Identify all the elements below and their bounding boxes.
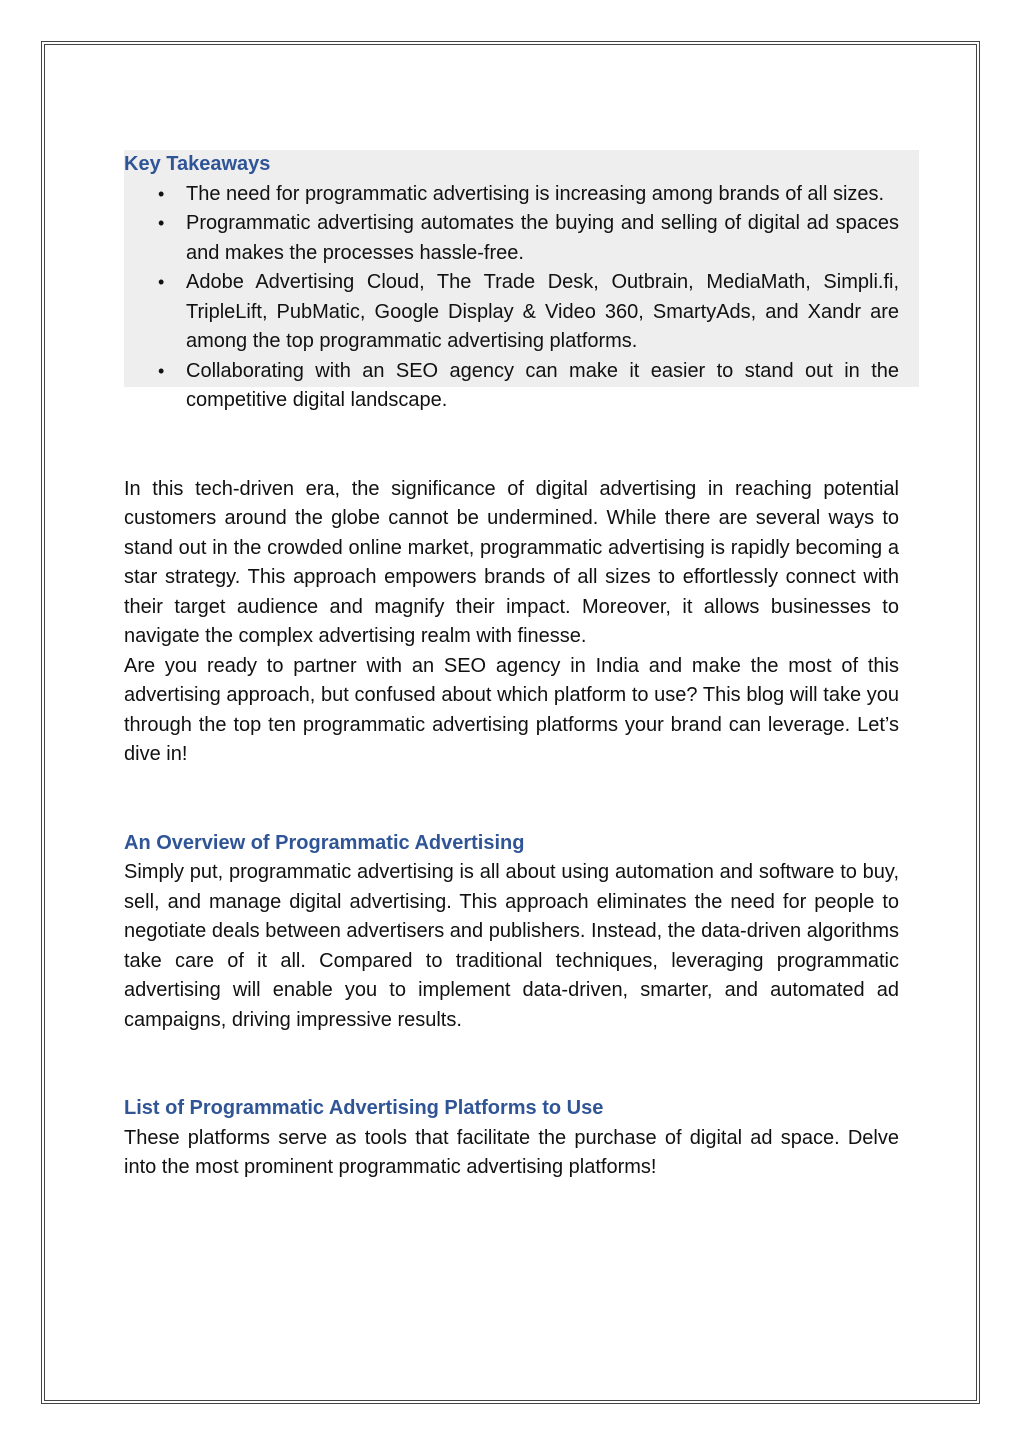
document-body <box>124 150 899 1183</box>
bullet-icon: • <box>158 213 165 233</box>
spacer <box>124 416 899 475</box>
takeaway-item <box>124 180 899 210</box>
spacer <box>124 1035 899 1094</box>
platforms-section <box>124 1094 899 1183</box>
intro-paragraph: Are you ready to partner with an SEO agency in India and make the most of this advertising approach, but confused about which platform to use? This blog will take you through the top ten programmatic advertising platforms your brand can leverage. Let’s dive in! <box>124 654 899 765</box>
intro-section <box>124 475 899 770</box>
takeaway-item <box>124 357 899 416</box>
intro-paragraph: In this tech-driven era, the significance of digital advertising in reaching potential customers around the globe cannot be undermined. While there are several ways to stand out in the crowded online market, programmatic advertising is rapidly becoming a star strategy. This approach empowers brands of all sizes to effortlessly connect with their target audience and magnify their impact. Moreover, it allows businesses to navigate the complex advertising realm with finesse. <box>124 477 899 647</box>
overview-section <box>124 829 899 1036</box>
takeaway-item <box>124 209 899 268</box>
bullet-icon: • <box>158 360 165 381</box>
platforms-paragraph: These platforms serve as tools that facilitate the purchase of digital ad space. Delve into the most prominent programmatic advertising platforms! <box>124 1126 899 1178</box>
key-takeaways-section <box>124 150 899 416</box>
takeaway-text: Programmatic advertising automates the buying and selling of digital ad spaces and makes the processes hassle-free. <box>186 212 899 264</box>
takeaway-text: Collaborating with an SEO agency can make it easier to stand out in the competitive digital landscape. <box>186 359 899 411</box>
overview-heading: An Overview of Programmatic Advertising <box>124 831 525 854</box>
platforms-heading: List of Programmatic Advertising Platforms to Use <box>124 1097 604 1119</box>
spacer <box>124 770 899 829</box>
takeaway-text: The need for programmatic advertising is increasing among brands of all sizes. <box>186 182 885 205</box>
bullet-icon: • <box>158 183 165 204</box>
key-takeaways-heading: Key Takeaways <box>124 153 271 175</box>
takeaway-text: Adobe Advertising Cloud, The Trade Desk, Outbrain, MediaMath, Simpli.fi, TripleLift, PubMatic, Google Display & Video 360, SmartyAds, and Xandr are among the top programmatic advertising platforms. <box>186 271 899 352</box>
bullet-icon: • <box>158 272 165 292</box>
overview-paragraph: Simply put, programmatic advertising is all about using automation and software to buy, sell, and manage digital advertising. This approach eliminates the need for people to negotiate deals between advertisers and publishers. Instead, the data-driven algorithms take care of it all. Compared to traditional techniques, leveraging programmatic advertising will enable you to implement data-driven, smarter, and automated ad campaigns, driving impressive results. <box>124 861 899 1031</box>
key-takeaways-list <box>124 180 899 416</box>
takeaway-item <box>124 268 899 357</box>
